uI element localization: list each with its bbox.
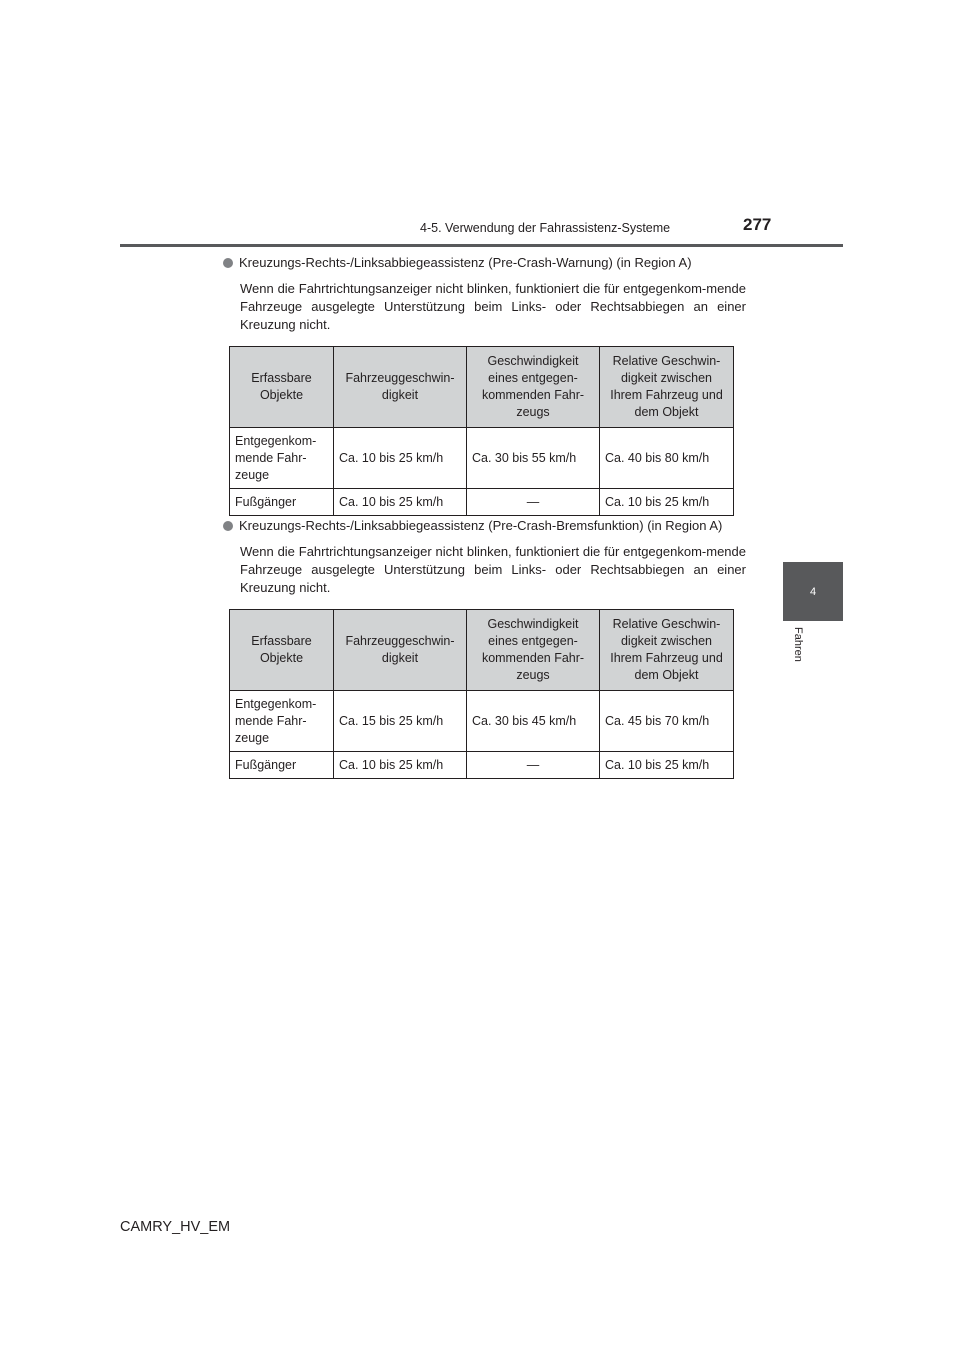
section-heading-text: Kreuzungs-Rechts-/Linksabbiegeassistenz (Pre-Crash-Bremsfunktion) (in Region A) — [239, 518, 723, 533]
chapter-tab — [783, 562, 843, 621]
header-section-title: 4-5. Verwendung der Fahrassistenz-Systeme — [420, 221, 671, 235]
bullet-icon — [223, 521, 233, 531]
table-cell: Fußgänger — [230, 489, 334, 516]
table-cell: Ca. 45 bis 70 km/h — [600, 691, 734, 752]
table-cell: Fußgänger — [230, 752, 334, 779]
table-header-row — [230, 610, 734, 691]
table-cell: Ca. 10 bis 25 km/h — [334, 752, 467, 779]
table-cell: Ca. 15 bis 25 km/h — [334, 691, 467, 752]
section-heading-text: Kreuzungs-Rechts-/Linksabbiegeassistenz (Pre-Crash-Warnung) (in Region A) — [239, 255, 692, 270]
table-row — [230, 489, 734, 516]
section-heading — [223, 517, 746, 535]
section-pre-crash-warning — [223, 254, 746, 516]
table-cell: — — [467, 752, 600, 779]
table-header-cell: Relative Geschwin-digkeit zwischen Ihrem Fahrzeug und dem Objekt — [600, 347, 734, 428]
table-cell: Ca. 40 bis 80 km/h — [600, 428, 734, 489]
table-cell: Ca. 10 bis 25 km/h — [600, 752, 734, 779]
table-cell: Entgegenkom-mende Fahr-zeuge — [230, 428, 334, 489]
chapter-number: 4 — [809, 585, 817, 598]
bullet-icon — [223, 258, 233, 268]
speed-table — [229, 346, 734, 516]
table-cell: Ca. 30 bis 55 km/h — [467, 428, 600, 489]
section-paragraph: Wenn die Fahrtrichtungsanzeiger nicht blinken, funktioniert die für entgegenkom-mende Fahrzeuge ausgelegte Unterstützung beim Links- oder Rechtsabbiegen an einer Kreuzung nicht. — [240, 281, 746, 332]
section-paragraph: Wenn die Fahrtrichtungsanzeiger nicht blinken, funktioniert die für entgegenkom-mende Fahrzeuge ausgelegte Unterstützung beim Links- oder Rechtsabbiegen an einer Kreuzung nicht. — [240, 544, 746, 595]
speed-table — [229, 609, 734, 779]
table-header-row — [230, 347, 734, 428]
table-cell: Ca. 10 bis 25 km/h — [334, 428, 467, 489]
table-header-cell: Fahrzeuggeschwin-digkeit — [334, 610, 467, 691]
table-header-cell: Erfassbare Objekte — [230, 610, 334, 691]
table-header-cell: Relative Geschwin-digkeit zwischen Ihrem Fahrzeug und dem Objekt — [600, 610, 734, 691]
footer-model-code: CAMRY_HV_EM — [120, 1219, 231, 1235]
table-cell: Ca. 30 bis 45 km/h — [467, 691, 600, 752]
table-row — [230, 691, 734, 752]
section-heading — [223, 254, 746, 272]
table-cell: Ca. 10 bis 25 km/h — [334, 489, 467, 516]
table-cell: Ca. 10 bis 25 km/h — [600, 489, 734, 516]
table-header-cell: Geschwindigkeit eines entgegen-kommenden Fahr-zeugs — [467, 347, 600, 428]
table-cell: Entgegenkom-mende Fahr-zeuge — [230, 691, 334, 752]
section-pre-crash-brake — [223, 517, 746, 779]
table-row — [230, 428, 734, 489]
header-divider — [120, 244, 843, 247]
table-row — [230, 752, 734, 779]
table-header-cell: Erfassbare Objekte — [230, 347, 334, 428]
table-cell: — — [467, 489, 600, 516]
table-header-cell: Geschwindigkeit eines entgegen-kommenden Fahr-zeugs — [467, 610, 600, 691]
page-number: 277 — [743, 215, 772, 234]
table-header-cell: Fahrzeuggeschwin-digkeit — [334, 347, 467, 428]
chapter-label: Fahren — [792, 627, 804, 662]
